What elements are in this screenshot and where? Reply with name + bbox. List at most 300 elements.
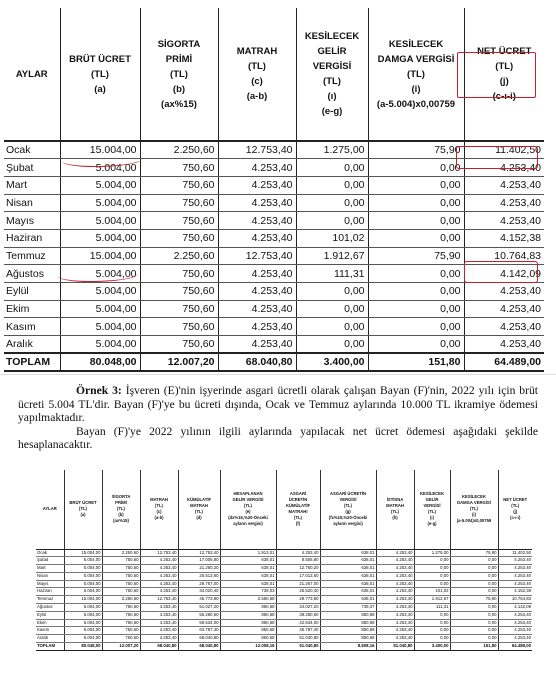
small-header-cell-10 (450, 470, 498, 549)
small-header-line: (TL) (195, 509, 203, 515)
small-header-line: (d) (196, 515, 202, 521)
total-cell: 3.400,00 (414, 643, 450, 651)
month-cell: Eylül (36, 611, 64, 619)
small-header-line: KESİLECEK (462, 494, 486, 500)
month-cell: Ağustos (36, 604, 64, 612)
month-cell: Ekim (4, 300, 60, 318)
month-cell: Şubat (4, 159, 60, 177)
big-table-row (4, 212, 544, 230)
value-cell: 4.253,40 (376, 635, 414, 643)
value-cell: 5.004,00 (64, 635, 102, 643)
small-header-cell-5 (220, 470, 276, 549)
value-cell: 51.027,20 (178, 604, 220, 612)
value-cell: 0,00 (450, 588, 498, 596)
value-cell: 750,60 (140, 300, 218, 318)
value-cell: 5.004,00 (60, 318, 140, 336)
small-header-line: (TL) (391, 509, 399, 515)
small-header-line: (f) (295, 521, 301, 527)
big-header-line: BRÜT ÜCRET (69, 53, 131, 65)
cumulative-wage-table-header (36, 470, 532, 549)
big-header-line: (c) (251, 76, 263, 87)
value-cell: 4.253,40 (376, 580, 414, 588)
value-cell: 29.773,80 (276, 596, 320, 604)
small-header-line: MATRAH (150, 497, 168, 503)
small-header-cell-8 (376, 470, 414, 549)
value-cell: 111,31 (296, 265, 368, 283)
month-cell: Aralık (4, 336, 60, 354)
small-header-cell-4 (178, 470, 220, 549)
total-cell: 51.040,80 (276, 643, 320, 651)
value-cell: 5.004,00 (64, 565, 102, 573)
small-header-line: GELİR VERGİSİ (232, 497, 264, 503)
value-cell: 750,60 (140, 283, 218, 301)
month-cell: Nisan (36, 572, 64, 580)
value-cell: 750,60 (102, 572, 140, 580)
value-cell: 638,01 (220, 565, 276, 573)
value-cell: 4.253,40 (140, 588, 178, 596)
small-header-line: (fx%15,%20-Önceki (328, 515, 368, 521)
big-header-line: (i) (411, 83, 421, 95)
value-cell: 0,00 (296, 318, 368, 336)
total-cell: 151,80 (450, 643, 498, 651)
total-cell: 3.400,00 (296, 353, 368, 371)
small-header-line: (TL) (511, 503, 520, 509)
total-cell: 12.008,16 (220, 643, 276, 651)
value-cell: 0,00 (414, 565, 450, 573)
small-header-line: ayların vergisi) (233, 521, 263, 527)
small-table-row (36, 611, 532, 619)
example-paragraph (18, 384, 538, 452)
value-cell: 850,68 (320, 619, 376, 627)
value-cell: 5.004,00 (64, 604, 102, 612)
big-table-row (4, 194, 544, 212)
value-cell: 0,00 (296, 283, 368, 301)
month-cell: Temmuz (4, 247, 60, 265)
big-table-row (4, 247, 544, 265)
big-header-line: (j) (499, 76, 509, 87)
value-cell: 25.513,60 (178, 572, 220, 580)
value-cell: 4.253,40 (464, 194, 544, 212)
total-cell: 68.040,80 (218, 353, 296, 371)
small-header-line: (a) (80, 512, 86, 518)
small-header-line: VERGİSİ (423, 503, 441, 509)
value-cell: 0,00 (450, 619, 498, 627)
value-cell: 750,60 (140, 265, 218, 283)
value-cell: 2.250,60 (140, 247, 218, 265)
value-cell: 4.253,40 (464, 212, 544, 230)
value-cell: 4.253,40 (464, 300, 544, 318)
value-cell: 4.253,40 (498, 627, 532, 635)
value-cell: 739,37 (320, 604, 376, 612)
value-cell: 850,68 (220, 627, 276, 635)
big-header-line: (c-ı-i) (492, 91, 516, 102)
big-header-line: (TL) (248, 61, 266, 72)
value-cell: 4.253,40 (140, 565, 178, 573)
value-cell: 5.004,00 (64, 588, 102, 596)
value-cell: 4.253,40 (464, 283, 544, 301)
value-cell: 15.004,00 (60, 247, 140, 265)
small-header-line: HESAPLANAN (233, 491, 263, 497)
value-cell: 638,01 (320, 557, 376, 565)
value-cell: 638,01 (320, 549, 376, 557)
value-cell: 750,60 (140, 229, 218, 247)
big-table-row (4, 336, 544, 354)
example-body-1: İşveren (E)'nin işyerinde asgari ücretli olarak çalışan Bayan (F)'nin, 2022 yılı için brüt ücreti 5.004 TL'dir. Bayan (F)'ye bu ücreti dışında, Ocak ve Temmuz aylarında 10.000 TL ikramiye ödemesi yapılmaktadır. (18, 384, 538, 424)
big-header-cell-2 (140, 8, 218, 141)
value-cell: 38.280,60 (276, 611, 320, 619)
value-cell: 0,00 (368, 283, 464, 301)
big-header-line: DAMGA VERGİSİ (377, 53, 455, 65)
total-label: TOPLAM (4, 353, 60, 371)
value-cell: 101,02 (414, 588, 450, 596)
small-header-line: (a-b) (154, 515, 164, 521)
value-cell: 750,60 (140, 212, 218, 230)
value-cell: 4.253,40 (498, 635, 532, 643)
small-header-line: KÜMÜLATİF (186, 497, 212, 503)
value-cell: 111,31 (414, 604, 450, 612)
small-header-line: ASGARİ ÜCRETİN (329, 491, 367, 497)
value-cell: 0,00 (368, 176, 464, 194)
small-header-line: (dx%15,%20-Önceki (228, 515, 268, 521)
value-cell: 4.253,40 (218, 283, 296, 301)
big-header-line: SİGORTA (157, 38, 201, 50)
value-cell: 8.506,80 (276, 557, 320, 565)
value-cell: 0,00 (368, 265, 464, 283)
month-cell: Mayıs (4, 212, 60, 230)
total-label: TOPLAM (36, 643, 64, 651)
value-cell: 5.004,00 (64, 580, 102, 588)
value-cell: 4.253,40 (498, 572, 532, 580)
value-cell: 4.253,40 (376, 549, 414, 557)
value-cell: 1.912,67 (296, 247, 368, 265)
value-cell: 750,60 (102, 580, 140, 588)
value-cell: 0,00 (368, 159, 464, 177)
small-header-line: ÜCRETİN (288, 497, 308, 503)
value-cell: 750,60 (102, 611, 140, 619)
value-cell: 42.534,00 (276, 619, 320, 627)
small-table-row (36, 549, 532, 557)
big-header-line: (TL) (91, 68, 109, 80)
value-cell: 4.253,40 (140, 611, 178, 619)
value-cell: 15.004,00 (64, 549, 102, 557)
value-cell: 4.253,40 (218, 229, 296, 247)
value-cell: 0,00 (368, 300, 464, 318)
value-cell: 750,60 (102, 604, 140, 612)
small-header-line: (e-g) (427, 521, 437, 527)
value-cell: 11.402,50 (464, 141, 544, 159)
value-cell: 5.004,00 (60, 283, 140, 301)
small-header-line: ASGARİ (289, 491, 307, 497)
big-header-line: (TL) (407, 68, 425, 80)
value-cell: 21.267,00 (276, 580, 320, 588)
value-cell: 750,60 (102, 627, 140, 635)
big-header-line: (a-b) (246, 91, 268, 102)
total-cell: 64.489,00 (464, 353, 544, 371)
big-header-line: MATRAH (236, 46, 278, 57)
value-cell: 4.253,40 (498, 611, 532, 619)
value-cell: 0,00 (296, 194, 368, 212)
net-wage-table-header (4, 8, 544, 141)
value-cell: 2.250,60 (140, 141, 218, 159)
value-cell: 29.767,00 (178, 580, 220, 588)
value-cell: 75,90 (450, 596, 498, 604)
value-cell: 46.787,40 (276, 627, 320, 635)
value-cell: 4.253,40 (464, 318, 544, 336)
small-header-line: DAMGA VERGİSİ (457, 500, 491, 506)
month-cell: Ocak (36, 549, 64, 557)
value-cell: 4.253,40 (464, 176, 544, 194)
value-cell: 638,01 (220, 580, 276, 588)
value-cell: 850,68 (220, 619, 276, 627)
small-header-line: ayların vergisi) (333, 521, 363, 527)
total-cell: 12.007,20 (102, 643, 140, 651)
small-table-row (36, 619, 532, 627)
value-cell: 638,01 (320, 596, 376, 604)
month-cell: Haziran (4, 229, 60, 247)
big-header-line: (e-g) (321, 106, 343, 117)
small-header-line: GELİR (425, 497, 439, 503)
value-cell: 10.764,83 (498, 596, 532, 604)
value-cell: 4.253,40 (464, 336, 544, 354)
month-cell: Temmuz (36, 596, 64, 604)
small-header-line: KESİLECEK (420, 491, 444, 497)
value-cell: 750,60 (102, 635, 140, 643)
month-cell: Mart (4, 176, 60, 194)
month-cell: Ekim (36, 619, 64, 627)
total-cell: 151,80 (368, 353, 464, 371)
value-cell: 739,03 (220, 588, 276, 596)
small-header-cell-0 (36, 470, 64, 549)
small-header-line: (TL) (428, 509, 436, 515)
value-cell: 750,60 (102, 565, 140, 573)
value-cell: 12.753,40 (140, 596, 178, 604)
small-header-line: AYLAR (42, 506, 57, 512)
small-header-cell-3 (140, 470, 178, 549)
big-table-row (4, 318, 544, 336)
value-cell: 0,00 (450, 635, 498, 643)
big-header-line: KESİLECEK (388, 38, 444, 50)
value-cell: 0,00 (414, 580, 450, 588)
value-cell: 0,00 (414, 557, 450, 565)
value-cell: 4.253,40 (140, 619, 178, 627)
value-cell: 55.280,60 (178, 611, 220, 619)
big-header-line: (TL) (323, 76, 341, 87)
value-cell: 0,00 (368, 318, 464, 336)
value-cell: 4.253,40 (376, 627, 414, 635)
value-cell: 4.253,40 (376, 604, 414, 612)
value-cell: 850,68 (320, 635, 376, 643)
total-cell: 51.040,80 (376, 643, 414, 651)
value-cell: 4.253,40 (498, 557, 532, 565)
value-cell: 12.753,40 (140, 549, 178, 557)
small-header-line: (g) (345, 509, 351, 515)
month-cell: Mayıs (36, 580, 64, 588)
big-header-line: VERGİSİ (312, 61, 352, 72)
small-table-row (36, 596, 532, 604)
total-cell: 12.007,20 (140, 353, 218, 371)
small-header-line: (TL) (117, 506, 125, 512)
value-cell: 4.253,40 (276, 549, 320, 557)
big-header-line: NET ÜCRET (477, 46, 532, 57)
small-header-line: MATRAHI (288, 509, 308, 515)
value-cell: 1.912,67 (414, 596, 450, 604)
big-table-row (4, 283, 544, 301)
small-header-line: BRÜT ÜCRET (69, 500, 97, 506)
big-header-cell-3 (218, 8, 296, 141)
value-cell: 4.253,40 (498, 565, 532, 573)
value-cell: 4.253,40 (218, 318, 296, 336)
value-cell: 4.253,40 (218, 159, 296, 177)
value-cell: 4.253,40 (376, 557, 414, 565)
value-cell: 0,00 (414, 635, 450, 643)
small-header-line: (e) (245, 509, 251, 515)
value-cell: 750,60 (102, 619, 140, 627)
value-cell: 0,00 (450, 627, 498, 635)
value-cell: 5.004,00 (64, 619, 102, 627)
value-cell: 850,68 (220, 611, 276, 619)
value-cell: 5.004,00 (64, 557, 102, 565)
value-cell: 638,01 (320, 580, 376, 588)
small-header-line: (c) (156, 509, 162, 515)
value-cell: 5.004,00 (64, 627, 102, 635)
value-cell: 10.764,83 (464, 247, 544, 265)
cumulative-wage-table-grid (36, 470, 532, 651)
big-header-line: GELİR (317, 46, 347, 57)
value-cell: 5.004,00 (60, 194, 140, 212)
value-cell: 101,02 (296, 229, 368, 247)
big-header-line: (TL) (495, 61, 514, 72)
example-label: Örnek 3: (76, 384, 122, 397)
value-cell: 4.253,40 (218, 336, 296, 354)
value-cell: 4.253,40 (498, 619, 532, 627)
value-cell: 0,00 (368, 229, 464, 247)
value-cell: 51.040,80 (276, 635, 320, 643)
value-cell: 0,00 (450, 604, 498, 612)
example-text-2: Bayan (F)'ye 2022 yılının ilgili aylarında yapılacak net ücret ödemesi aşağıdaki şekilde hesaplanacaktır. (18, 424, 538, 451)
small-header-line: İSTİSNA (386, 497, 404, 503)
value-cell: 17.006,80 (178, 557, 220, 565)
value-cell: 4.253,40 (140, 557, 178, 565)
value-cell: 25.520,40 (276, 588, 320, 596)
value-cell: 5.004,00 (64, 611, 102, 619)
value-cell: 750,60 (140, 176, 218, 194)
month-cell: Aralık (36, 635, 64, 643)
value-cell: 0,00 (414, 619, 450, 627)
value-cell: 4.253,40 (218, 265, 296, 283)
big-header-line: (a) (94, 83, 106, 95)
value-cell: 12.753,40 (218, 141, 296, 159)
small-header-cell-11 (498, 470, 532, 549)
value-cell: 750,60 (140, 336, 218, 354)
net-wage-table-grid (4, 8, 544, 372)
big-header-cell-1 (60, 8, 140, 141)
value-cell: 17.013,60 (276, 572, 320, 580)
small-header-line: (TL) (470, 506, 478, 512)
small-table-row (36, 557, 532, 565)
value-cell: 34.027,20 (276, 604, 320, 612)
small-header-line: (c-ı-i) (510, 515, 521, 521)
value-cell: 1.913,01 (220, 549, 276, 557)
section-divider (0, 374, 556, 375)
value-cell: 0,00 (368, 194, 464, 212)
net-wage-table-body (4, 141, 544, 371)
small-table-row (36, 572, 532, 580)
value-cell: 5.004,00 (60, 212, 140, 230)
value-cell: 75,90 (368, 141, 464, 159)
month-cell: Kasım (36, 627, 64, 635)
small-header-cell-2 (102, 470, 140, 549)
small-header-line: (TL) (294, 515, 302, 521)
small-header-line: MATRAH (386, 503, 404, 509)
value-cell: 750,60 (140, 318, 218, 336)
month-cell: Ocak (4, 141, 60, 159)
small-table-row (36, 588, 532, 596)
value-cell: 0,00 (450, 557, 498, 565)
big-header-cell-6 (464, 8, 544, 141)
big-header-cell-4 (296, 8, 368, 141)
net-wage-table (4, 8, 544, 372)
value-cell: 750,60 (140, 159, 218, 177)
big-header-line: (ı) (327, 91, 337, 102)
value-cell: 15.004,00 (64, 596, 102, 604)
small-table-total-row (36, 643, 532, 651)
value-cell: 750,60 (102, 557, 140, 565)
small-header-line: (TL) (79, 506, 87, 512)
small-header-line: (j) (513, 509, 518, 515)
value-cell: 4.253,40 (376, 596, 414, 604)
value-cell: 0,00 (368, 336, 464, 354)
big-header-line: (ax%15) (161, 98, 197, 110)
value-cell: 4.253,40 (140, 572, 178, 580)
small-header-line: PRİMİ (115, 500, 127, 506)
value-cell: 4.142,09 (498, 604, 532, 612)
small-header-cell-7 (320, 470, 376, 549)
month-cell: Haziran (36, 588, 64, 596)
small-table-row (36, 635, 532, 643)
value-cell: 850,68 (220, 604, 276, 612)
small-header-line: (ax%15) (113, 518, 129, 524)
value-cell: 850,68 (220, 635, 276, 643)
value-cell: 4.253,40 (218, 194, 296, 212)
value-cell: 46.773,80 (178, 596, 220, 604)
value-cell: 11.402,50 (498, 549, 532, 557)
value-cell: 34.020,40 (178, 588, 220, 596)
big-header-cell-5 (368, 8, 464, 141)
value-cell: 15.004,00 (60, 141, 140, 159)
value-cell: 12.753,40 (218, 247, 296, 265)
value-cell: 0,00 (414, 572, 450, 580)
value-cell: 0,00 (296, 336, 368, 354)
small-header-line: SİGORTA (111, 494, 131, 500)
value-cell: 0,00 (450, 572, 498, 580)
cumulative-wage-table-body (36, 549, 532, 650)
value-cell: 4.253,40 (140, 580, 178, 588)
small-header-line: (i) (472, 512, 476, 518)
value-cell: 4.253,40 (218, 176, 296, 194)
small-header-line: (ı) (430, 515, 434, 521)
value-cell: 0,00 (296, 159, 368, 177)
value-cell: 0,00 (296, 212, 368, 230)
value-cell: 21.260,20 (178, 565, 220, 573)
month-cell: Ağustos (4, 265, 60, 283)
value-cell: 0,00 (368, 212, 464, 230)
small-header-line: VERGİSİ (339, 497, 357, 503)
total-cell: 64.489,00 (498, 643, 532, 651)
month-cell: Nisan (4, 194, 60, 212)
small-table-row (36, 604, 532, 612)
month-cell: Şubat (36, 557, 64, 565)
total-cell: 68.040,80 (178, 643, 220, 651)
